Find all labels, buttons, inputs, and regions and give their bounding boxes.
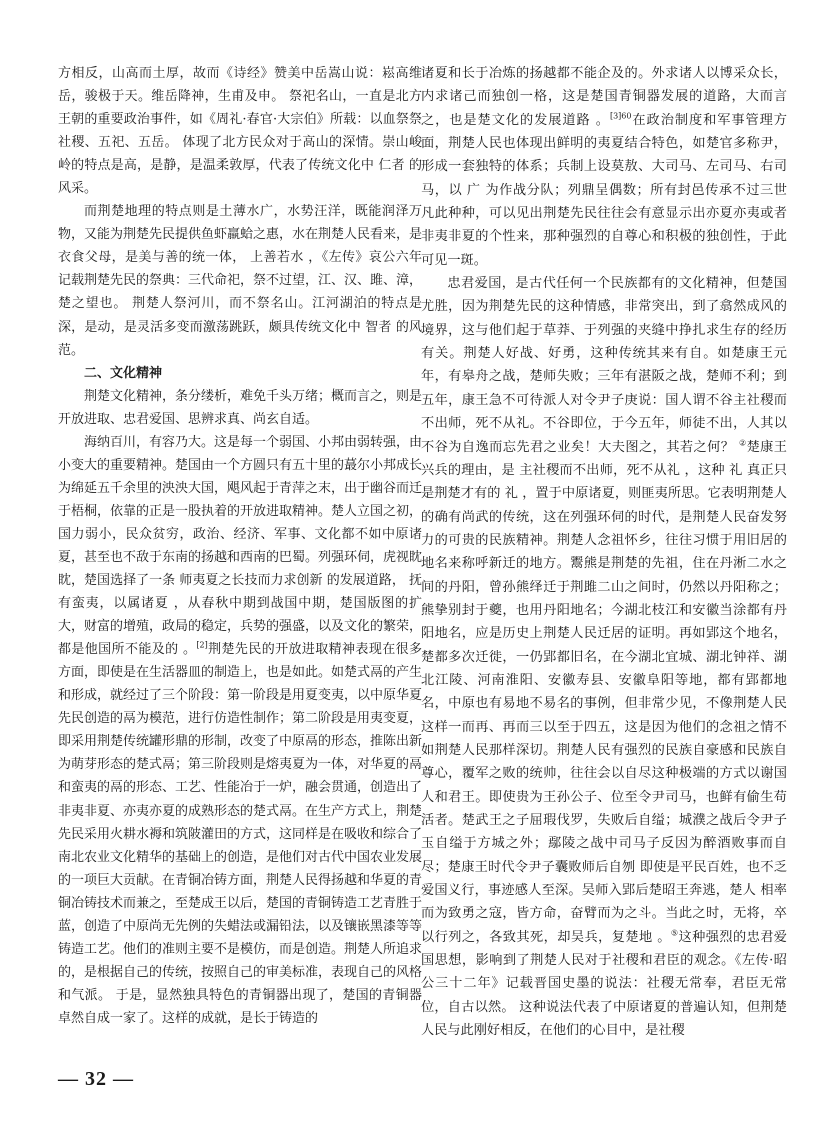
paragraph-text: 楚康王兴兵的理由，是 主社稷而不出师，死不从礼 ，这种 礼 真正只是荆楚才有的 礼 ，置于中原诸夏，则匪夷所思。它表明荆楚人的确有尚武的传统，这在列强环伺的时代，是荆楚人民奋发努力的可贵的民族精神。荆楚人念祖怀乡，往往习惯于用旧居的地名来称呼新迁的地方。鬻熊是荆楚的先祖，住在丹淅二水之间的丹阳，曾孙熊绎迁于荆雎二山之间时，仍然以丹阳称之；熊挚别封于夔，也用丹阳地名；今湖北枝江和安徽当涂都有丹阳地名，应是历史上荆楚人民迁居的证明。再如郢这个地名，楚都多次迁徙，一仍郢都旧名，在今湖北宜城、湖北钟祥、湖北江陵、河南淮阳、安徽寿县、安徽阜阳等地，都有郢都地名，中原也有易地不易名的事例，但非常少见，不像荆楚人民这样一而再、再而三以至于四五，这是因为他们的念祖之情不如荆楚人民那样深切。荆楚人民有强烈的民族自豪感和民族自尊心，覆军之败的统帅，往往会以自尽这种极端的方式以谢国人和君王。即使贵为王孙公子、位至令尹司马，也鲜有偷生苟活者。楚武王之子屈瑕伐罗，失败后自缢；城濮之战后令尹子玉自缢于方城之外；鄢陵之战中司马子反因为醉酒败事而自尽；楚康王时代令尹子囊败师后自刎 即使是平民百姓，也不乏爱国义行，事迹感人至深。吴师入郢后楚昭王奔逃，楚人 相率而为致勇之寇，皆方命，奋臂而为之斗。当此之时，无将，卒以行列之，各致其死，却吴兵，复楚地 。 bbox=[421, 439, 787, 945]
paragraph bbox=[421, 62, 787, 272]
reference-mark: ⑤ bbox=[670, 928, 679, 938]
right-column bbox=[421, 62, 787, 1042]
paragraph: 方相反，山高而土厚，故而《诗经》赞美中岳嵩山说：崧高维岳，骏极于天。维岳降神，生甫及申。 祭祀名山，一直是北方王朝的重要政治事件，如《周礼·春官·大宗伯》所载：以血祭祭社稷、五祀、五岳。 体现了北方民众对于高山的深情。崇山峻岭的特点是高，是静，是温柔敦厚，代表了传统文化中 仁者 的风采。 bbox=[58, 66, 422, 197]
reference-mark: [3]60 bbox=[609, 111, 632, 121]
page-number: — 32 — bbox=[58, 1068, 134, 1090]
paragraph: 而荆楚地理的特点则是土薄水广，水势汪洋，既能润泽万物，又能为荆楚先民提供鱼虾羸蛤之惠，水在荆楚人民看来，是衣食父母，是美与善的统一体， 上善若水 ，《左传》哀公六年记载荆楚先民的祭典：三代命祀，祭不过望，江、汉、雎、漳，楚之望也。 荆楚人祭河川，而不祭名山。江河湖泊的特点是深，是动，是灵活多变而激荡跳跃，颇具传统文化中 智者 的风范。 bbox=[58, 204, 423, 358]
reference-mark: [2] bbox=[196, 640, 208, 650]
paragraph bbox=[58, 431, 422, 1030]
paragraph-text: 忠君爱国，是古代任何一个民族都有的文化精神，但楚国尤胜，因为荆楚先民的这种情感，非常突出，到了翕然成风的境界，这与他们起于草莽、于列强的夹缝中挣扎求生存的经历有关。荆楚人好战、好勇，这种传统其来有自。如楚康王元年，有皋舟之战，楚师失败；三年有湛阪之战，楚师不利；到五年，康王急不可待派人对令尹子庚说：国人谓不谷主社稷而不出师，死不从礼。不谷即位，于今五年，师徒不出，人其以不谷为自逸而忘先君之业矣！大夫图之，其若之何？ bbox=[421, 276, 787, 455]
reference-mark: ② bbox=[738, 438, 747, 448]
left-column bbox=[58, 62, 422, 1030]
paragraph-text: 海纳百川，有容乃大。这是每一个弱国、小邦由弱转强，由小变大的重要精神。楚国由一个方圆只有五十里的蕞尔小邦成长为绵延五千余里的泱泱大国，飓风起于青萍之末，出于幽谷而迁于梧桐，依靠的正是一股执着的开放进取精神。楚人立国之初，国力弱小，民众贫穷，政治、经济、军事、文化都不如中原诸夏，甚至也不敌于东南的扬越和西南的巴蜀。列强环伺，虎视眈眈，楚国选择了一条 师夷夏之长技而力求创新 的发展道路， 抚有蛮夷，以属诸夏 ，从春秋中期到战国中期，楚国版图的扩大，财富的增殖，政局的稳定，兵势的强盛，以及文化的繁荣，都是他国所不能及的 。 bbox=[58, 434, 423, 658]
paragraph-text: 在政治制度和军事管理方面，荆楚人民也体现出鲜明的夷夏结合特色，如楚官多称尹，形成一套独特的体系；兵制上设莫敖、大司马、左司马、右司马，以 广 为作战分队；列鼎呈偶数；所有封邑传承不过三世 凡此种种，可以见出荆楚先民往往会有意显示出亦夏亦夷或者非夷非夏的个性来，那种强烈的自尊心和积极的独创性，于此可见一斑。 bbox=[421, 112, 787, 268]
section-heading: 二、文化精神 bbox=[84, 365, 163, 381]
paragraph: 荆楚文化精神，条分缕析，难免千头万绪；概而言之，则是开放进取、忠君爱国、思辨求真、尚玄自适。 bbox=[58, 388, 423, 427]
paragraph-text: 诸夏和长于冶炼的扬越都不能企及的。外求诸人以博采众长，内求诸己而独创一格，这是楚国青铜器发展的道路，大而言之，也是楚文化的发展道路 。 bbox=[421, 66, 787, 128]
paragraph-text: 荆楚先民的开放进取精神表现在很多方面，即使是在生活器皿的制造上，也是如此。如楚式鬲的产生和形成，就经过了三个阶段：第一阶段是用夏变夷，以中原华夏先民创造的鬲为模范，进行仿造性制作；第二阶段是用夷变夏，即采用荆楚传统罐形鼎的形制，改变了中原鬲的形态，推陈出新为萌芽形态的楚式鬲；第三阶段则是熔夷夏为一体，对华夏的鬲和蛮夷的鬲的形态、工艺、性能冶于一炉，融会贯通，创造出了非夷非夏、亦夷亦夏的成熟形态的楚式鬲。在生产方式上，荆楚先民采用火耕水褥和筑陂灌田的方式，这同样是在吸收和综合了南北农业文化精华的基础上的创造，是他们对古代中国农业发展的一项巨大贡献。在青铜冶铸方面，荆楚人民得扬越和华夏的青铜冶铸技术而兼之，至楚成王以后，楚国的青铜铸造工艺青胜于蓝，创造了中原尚无先例的失蜡法或漏铅法，以及镶嵌黑漆等等铸造工艺。他们的准则主要不是模仿，而是创造。荆楚人所追求的，是根据自己的传统，按照自己的审美标准，表现自己的风格和气派。 于是，显然独具特色的青铜器出现了，楚国的青铜器卓然自成一家了。这样的成就，是长于铸造的 bbox=[58, 642, 423, 1026]
paragraph bbox=[421, 272, 787, 1042]
paragraph-text: 这种强烈的忠君爱国思想，影响到了荆楚人民对于社稷和君臣的观念。《左传·昭公三十二年》记载晋国史墨的说法：社稷无常奉，君臣无常位，自古以然。 这种说法代表了中原诸夏的普遍认知，但荆楚人民与此刚好相反，在他们的心目中，是社稷 bbox=[421, 929, 787, 1039]
